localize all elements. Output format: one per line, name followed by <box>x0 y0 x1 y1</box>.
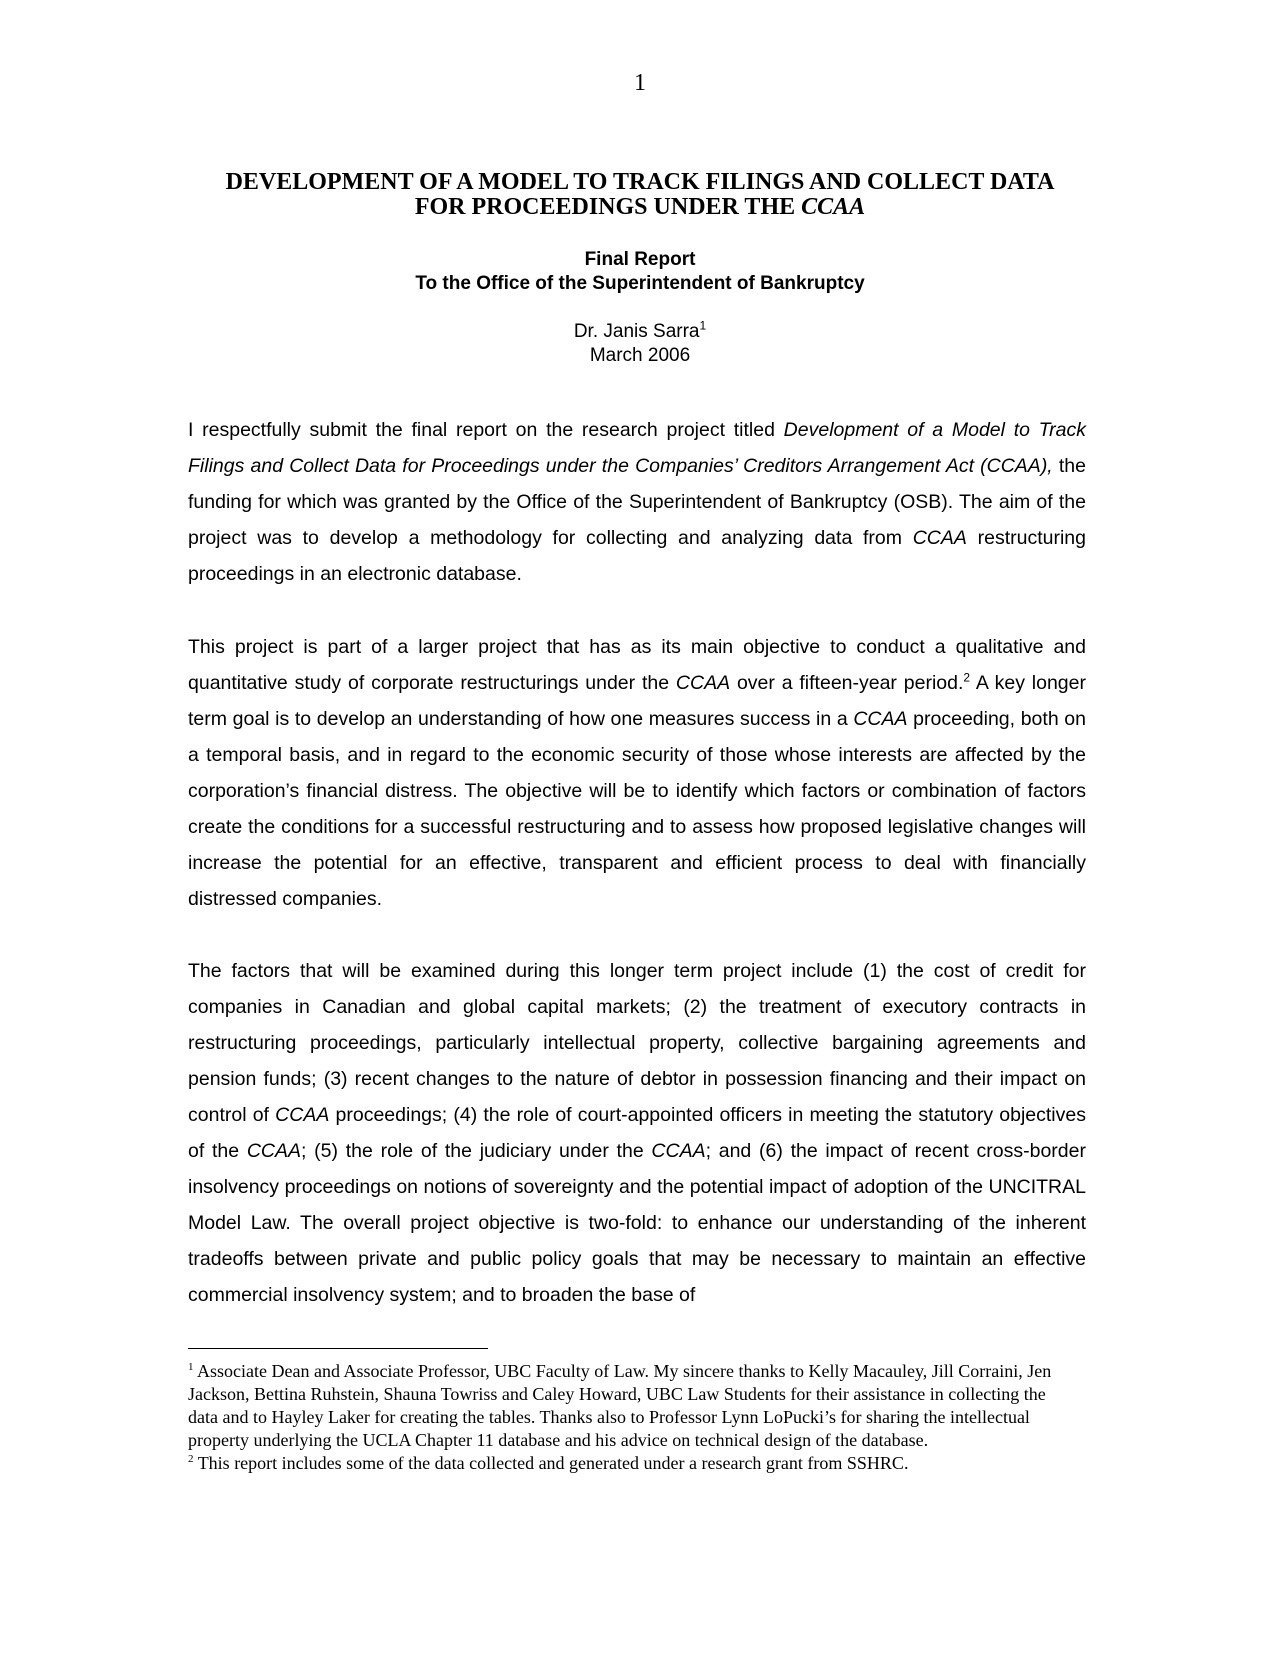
report-date: March 2006 <box>589 345 691 366</box>
document-title <box>150 170 1130 220</box>
paragraph-3 <box>188 953 1086 1313</box>
p3-italic-ccaa-2: CCAA <box>246 1140 302 1162</box>
footnote-1-number: 1 <box>188 1361 194 1373</box>
footnote-2 <box>188 1452 1068 1475</box>
title-line-2-text: FOR PROCEEDINGS UNDER THE <box>414 194 802 220</box>
footnote-1-text: Associate Dean and Associate Professor, UBC Faculty of Law. My sincere thanks to Kelly Macauley, Jill Corraini, Jen Jackson, Bettina Ruhstein, Shauna Towriss and Caley Howard, UBC Law Students for their assistance in collecting the data and to Hayley Laker for creating the tables. Thanks also to Professor Lynn LoPucki’s for sharing the intellectual property underlying the UCLA Chapter 11 database and his advice on technical design of the database. <box>188 1361 1052 1450</box>
title-line-2 <box>150 195 1130 220</box>
p2-text-a: This project is part of a larger project that has as its main objective to conduct a qualitative and quantitative study of corporate restructurings under the <box>188 636 1086 694</box>
author-name: Dr. Janis Sarra <box>573 321 700 342</box>
p2-text-d: A key longer term goal is to develop an understanding of how one measures success in a <box>188 672 1086 730</box>
p2-footnote-ref: 2 <box>963 670 971 685</box>
footnote-2-number: 2 <box>188 1453 194 1465</box>
footnote-1 <box>188 1360 1068 1452</box>
p2-italic-ccaa-2: CCAA <box>853 708 908 730</box>
report-subtitle <box>0 248 1280 296</box>
footnote-separator <box>188 1348 488 1349</box>
p1-italic-ccaa: CCAA <box>912 527 967 549</box>
p3-text-a: The factors that will be examined during this longer term project include (1) the cost of credit for companies in Canadian and global capital markets; (2) the treatment of executory contracts in restructuring proceedings, particularly intellectual property, collective bargaining agreements and pension funds; (3) recent changes to the nature of debtor in possession financing and their impact on control of <box>188 960 1086 1126</box>
subtitle-line-2: To the Office of the Superintendent of Bankruptcy <box>415 273 865 294</box>
p3-italic-ccaa-3: CCAA <box>651 1140 706 1162</box>
page-number: 1 <box>634 70 646 96</box>
p3-text-g: ; and (6) the impact of recent cross-border insolvency proceedings on notions of sovereignty and the potential impact of adoption of the UNCITRAL Model Law. The overall project objective is two-fold: to enhance our understanding of the inherent tradeoffs between private and public policy goals that may be necessary to maintain an effective commercial insolvency system; and to broaden the base of <box>188 1140 1086 1306</box>
paragraph-1 <box>188 412 1086 592</box>
p2-italic-ccaa-1: CCAA <box>675 672 731 694</box>
p2-text-f: proceeding, both on a temporal basis, and in regard to the economic security of those whose interests are affected by the corporation’s financial distress. The objective will be to identify which factors or combination of factors create the conditions for a successful restructuring and to assess how proposed legislative changes will increase the potential for an effective, transparent and efficient process to deal with financially distressed companies. <box>188 708 1086 910</box>
footnote-2-text: This report includes some of the data collected and generated under a research grant from SSHRC. <box>197 1453 909 1473</box>
footnotes <box>188 1360 1068 1475</box>
author-block <box>0 320 1280 368</box>
paragraph-2 <box>188 629 1086 917</box>
title-line-1: DEVELOPMENT OF A MODEL TO TRACK FILINGS AND COLLECT DATA <box>225 169 1055 195</box>
p3-italic-ccaa-1: CCAA <box>275 1104 330 1126</box>
author-name-line <box>0 320 1280 344</box>
p1-text-c: the funding for which was granted by the Office of the Superintendent of Bankruptcy (OSB). The aim of the project was to develop a methodology for collecting and analyzing data from <box>188 455 1086 549</box>
p1-text-e: restructuring proceedings in an electronic database. <box>188 527 1086 585</box>
p3-text-e: ; (5) the role of the judiciary under the <box>301 1140 652 1162</box>
p1-text-a: I respectfully submit the final report on the research project titled <box>188 419 784 441</box>
title-ccaa-italic: CCAA <box>801 194 866 220</box>
p2-text-c: over a fifteen-year period. <box>730 672 964 694</box>
subtitle-line-1: Final Report <box>584 249 696 270</box>
author-footnote-ref: 1 <box>699 318 707 333</box>
p3-text-c: proceedings; (4) the role of court-appointed officers in meeting the statutory objectives of the <box>188 1104 1086 1162</box>
p1-italic-title: Development of a Model to Track Filings and Collect Data for Proceedings under the Companies’ Creditors Arrangement Act (CCAA), <box>188 419 1086 477</box>
